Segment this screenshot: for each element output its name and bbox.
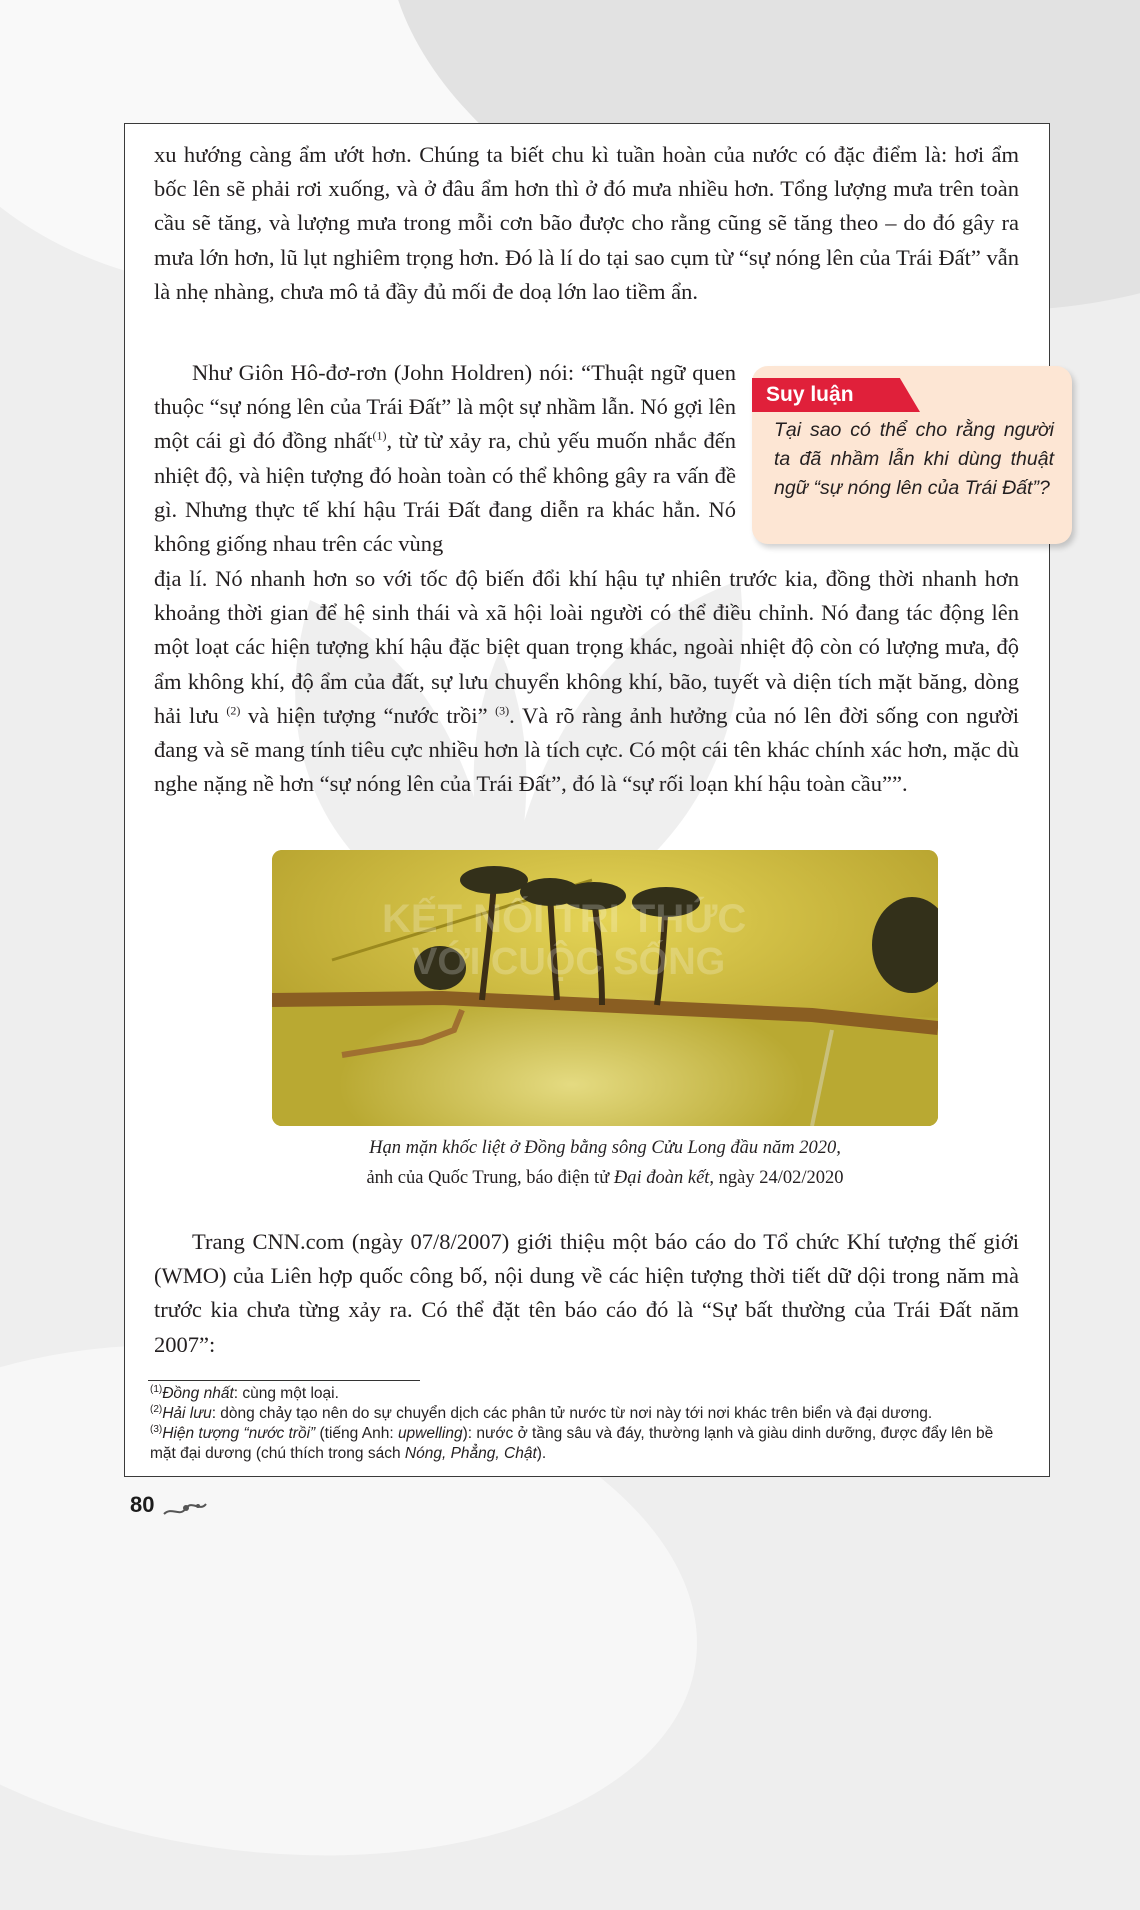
page-number: 80	[130, 1492, 155, 1517]
footnote-3: $^{(3)}$Hiện tượng “nước trồi” (tiếng Anh: upwelling): nước ở tầng sâu và đáy, thường lạnh và giàu dinh dưỡng, được đẩy lên bề mặt đại dương (chú thích trong sách Nóng, Phẳng, Chật).	[150, 1423, 994, 1462]
reasoning-callout	[752, 366, 1072, 544]
footnote-2: $^{(2)}$Hải lưu: dòng chảy tạo nên do sự chuyển dịch các phân tử nước từ nơi này tới nơi khác trên biển và đại dương.	[150, 1403, 933, 1422]
paragraph-2-continued: địa lí. Nó nhanh hơn so với tốc độ biến đổi khí hậu tự nhiên trước kia, đồng thời nhanh hơn khoảng thời gian để hệ sinh thái và xã hội loài người có thể điều chỉnh. Nó đang tác động lên một loạt các hiện tượng khí hậu đặc biệt quan trọng khác, ngoài nhiệt độ còn có lượng mưa, độ ẩm không khí, độ ẩm của đất, sự lưu chuyển không khí, bão, tuyết và diện tích mặt băng, dòng hải lưu $^{(2)}$ và hiện tượng “nước trồi” $^{(3)}$. Và rõ ràng ảnh hưởng của nó lên đời sống con người đang và sẽ mang tính tiêu cực nhiều hơn là tích cực. Có một cái tên khác chính xác hơn, mặc dù nghe nặng nề hơn “sự nóng lên của Trái Đất”, đó là “sự rối loạn khí hậu toàn cầu””.	[154, 566, 1019, 797]
paragraph-1: xu hướng càng ẩm ướt hơn. Chúng ta biết chu kì tuần hoàn của nước có đặc điểm là: hơi ẩm bốc lên sẽ phải rơi xuống, và ở đâu ẩm hơn thì ở đó mưa nhiều hơn. Tổng lượng mưa trên toàn cầu sẽ tăng, và lượng mưa trong mỗi cơn bão được cho rằng cũng sẽ tăng theo – do đó gây ra mưa lớn hơn, lũ lụt nghiêm trọng hơn. Đó là lí do tại sao cụm từ “sự nóng lên của Trái Đất” vẫn là nhẹ nhàng, chưa mô tả đầy đủ mối đe doạ lớn lao tiềm ẩn.	[154, 142, 1019, 304]
photo-watermark-line2: VỚI CUỘC SỐNG	[412, 941, 726, 983]
callout-title: Suy luận	[766, 383, 854, 406]
photo-watermark-line1: KẾT NỐI TRI THỨC	[382, 897, 747, 941]
callout-question: Tại sao có thể cho rằng người ta đã nhầm lẫn khi dùng thuật ngữ “sự nóng lên của Trái Đất”?	[774, 419, 1054, 499]
footnote-ref-3[interactable]: (3)	[495, 703, 510, 718]
footnote-divider	[148, 1380, 420, 1381]
page-ornament-icon	[162, 1496, 208, 1520]
footnote-1: $^{(1)}$Đồng nhất: cùng một loại.	[150, 1383, 339, 1402]
photo-caption-line1: Hạn mặn khốc liệt ở Đồng bằng sông Cửu Long đầu năm 2020,	[369, 1138, 841, 1158]
paragraph-3: Trang CNN.com (ngày 07/8/2007) giới thiệu một báo cáo do Tổ chức Khí tượng thế giới (WMO) của Liên hợp quốc công bố, nội dung về các hiện tượng thời tiết dữ dội trong năm mà trước kia chưa từng xảy ra. Có thể đặt tên báo cáo đó là “Sự bất thường của Trái Đất năm 2007”:	[154, 1229, 1019, 1357]
footnote-ref-2[interactable]: (2)	[226, 703, 241, 718]
footnote-ref-1[interactable]: (1)	[372, 428, 387, 443]
drought-photo-illustration	[272, 850, 938, 1126]
photo-caption-line2: ảnh của Quốc Trung, báo điện tử Đại đoàn kết, ngày 24/02/2020	[366, 1168, 844, 1188]
paragraph-2-wrapped: Như Giôn Hô-đơ-rơn (John Holdren) nói: “Thuật ngữ quen thuộc “sự nóng lên của Trái Đất” là một sự nhầm lẫn. Nó gợi lên một cái gì đó đồng nhất$^{(1)}$, từ từ xảy ra, chủ yếu muốn nhắc đến nhiệt độ, và hiện tượng đó hoàn toàn có thể không gây ra vấn đề gì. Nhưng thực tế khí hậu Trái Đất đang diễn ra khác hẳn. Nó không giống nhau trên các vùng	[154, 360, 737, 557]
drought-photo	[272, 850, 938, 1126]
